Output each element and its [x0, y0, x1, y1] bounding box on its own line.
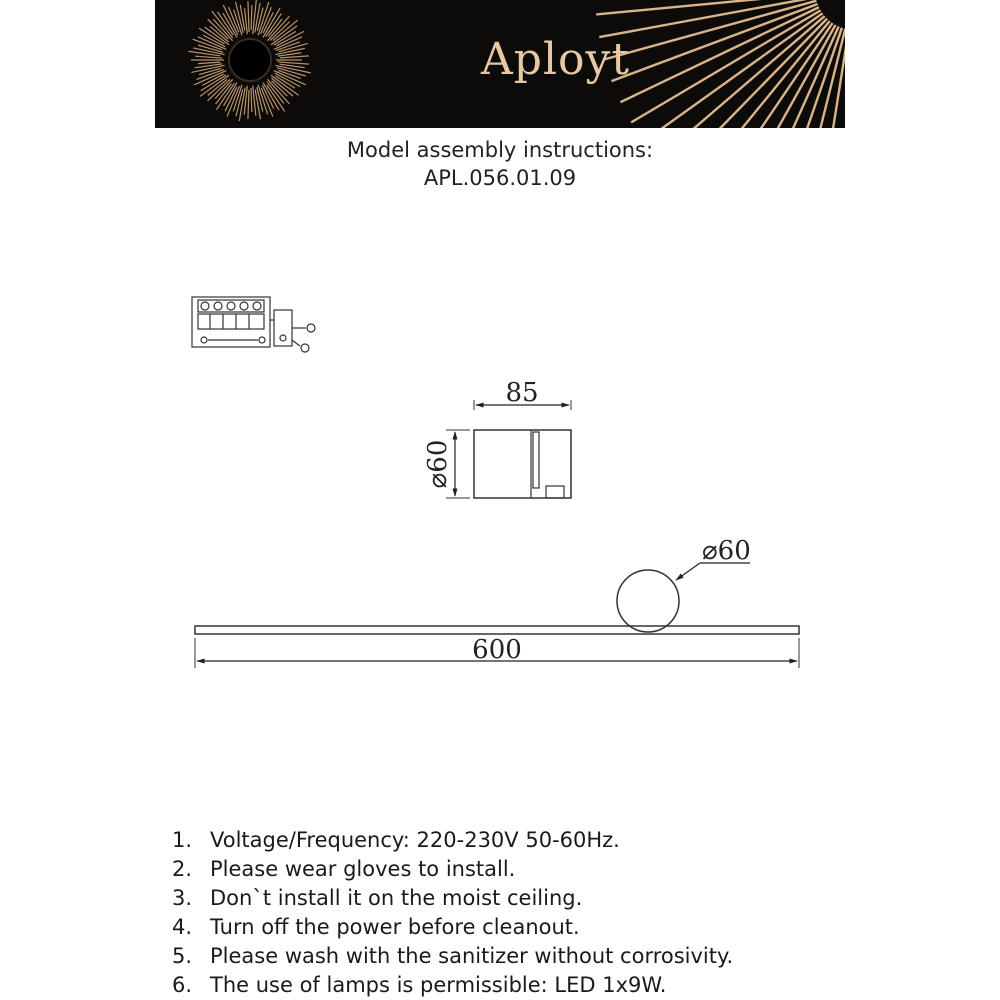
sunburst-ray	[278, 62, 309, 64]
list-item	[172, 942, 733, 971]
sunburst-ray	[248, 1, 249, 32]
list-item-text: Voltage/Frequency: 220-230V 50-60Hz.	[210, 828, 620, 852]
mount-diameter-label: ⌀60	[423, 439, 453, 489]
list-item-text: Turn off the power before cleanout.	[210, 915, 580, 939]
sunburst-ray	[280, 56, 309, 58]
sunburst-ray	[251, 5, 252, 30]
model-number: APL.056.01.09	[423, 166, 577, 190]
sunburst-ray	[195, 56, 222, 58]
sunburst-ray	[644, 13, 823, 128]
brand-banner	[155, 0, 845, 128]
list-item-text: The use of lamps is permissible: LED 1x9W.	[210, 973, 667, 997]
technical-drawing	[0, 280, 1000, 700]
mount-width-label: 85	[505, 378, 539, 408]
list-item-number: 6.	[172, 973, 193, 997]
mount-side-view	[446, 400, 571, 498]
list-item-number: 4.	[172, 915, 193, 939]
list-item-number: 3.	[172, 886, 193, 910]
sunburst-ray	[198, 62, 220, 64]
page-title: Model assembly instructions:	[346, 138, 654, 162]
brand-logo-text: Aployt	[481, 34, 631, 85]
sunburst-ray	[596, 0, 815, 14]
list-item-number: 2.	[172, 857, 193, 881]
list-item	[172, 913, 733, 942]
list-item	[172, 855, 733, 884]
bar-length-label: 600	[472, 635, 522, 665]
list-item-number: 1.	[172, 828, 193, 852]
sunburst-ray	[272, 81, 288, 96]
list-item-text: Please wash with the sanitizer without corrosivity.	[210, 944, 734, 968]
list-item-text: Don`t install it on the moist ceiling.	[210, 886, 583, 910]
instructions-list	[172, 826, 733, 1000]
sunburst-ray	[251, 88, 252, 112]
list-item-number: 5.	[172, 944, 193, 968]
list-item-text: Please wear gloves to install.	[210, 857, 516, 881]
list-item	[172, 826, 733, 855]
shade-diameter-label: ⌀60	[702, 536, 751, 566]
list-item	[172, 884, 733, 913]
list-item	[172, 971, 733, 1000]
terminal-block-diagram	[192, 297, 315, 352]
sunburst-ray	[189, 51, 221, 55]
sunburst-ray	[248, 90, 249, 119]
